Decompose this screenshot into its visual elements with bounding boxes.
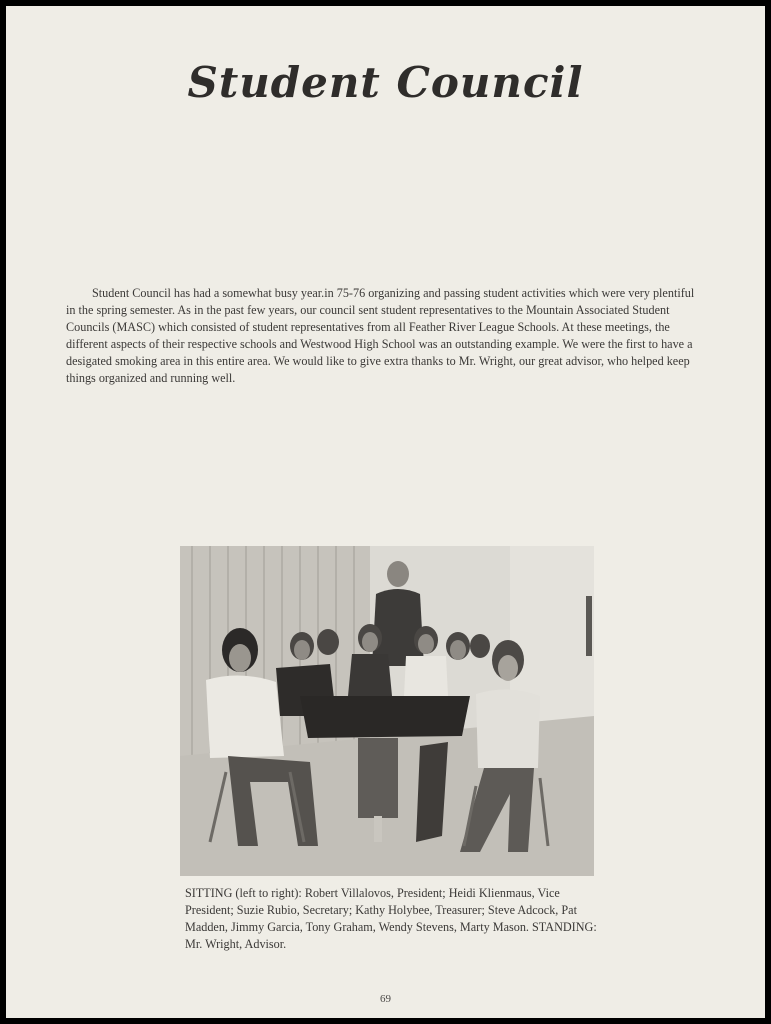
group-photo — [180, 546, 594, 876]
photo-caption: SITTING (left to right): Robert Villalovos, President; Heidi Klienmaus, Vice President; Suzie Rubio, Secretary; Kathy Holybee, Treasurer; Steve Adcock, Pat Madden, Jimmy Garcia, Tony Graham, Wendy Stevens, Marty Mason. STANDING: Mr. Wright, Advisor. — [185, 886, 597, 951]
group-photo-image — [180, 546, 594, 876]
page-number: 69 — [380, 993, 391, 1005]
body-paragraph: Student Council has had a somewhat busy year.in 75-76 organizing and passing student activities which were very plentiful in the spring semester. As in the past few years, our council sent student representatives to the Mountain Associated Student Councils (MASC) which consisted of student representatives from all Feather River League Schools. At these meetings, the different aspects of their respective schools and Westwood High School was an outstanding example. We were the first to have a desigated smoking area in this entire area. We would like to give extra thanks to Mr. Wright, our great advisor, who helped keep things organized and running well. — [66, 286, 695, 385]
page-title: Student Council — [187, 58, 584, 107]
yearbook-page — [6, 6, 765, 1018]
